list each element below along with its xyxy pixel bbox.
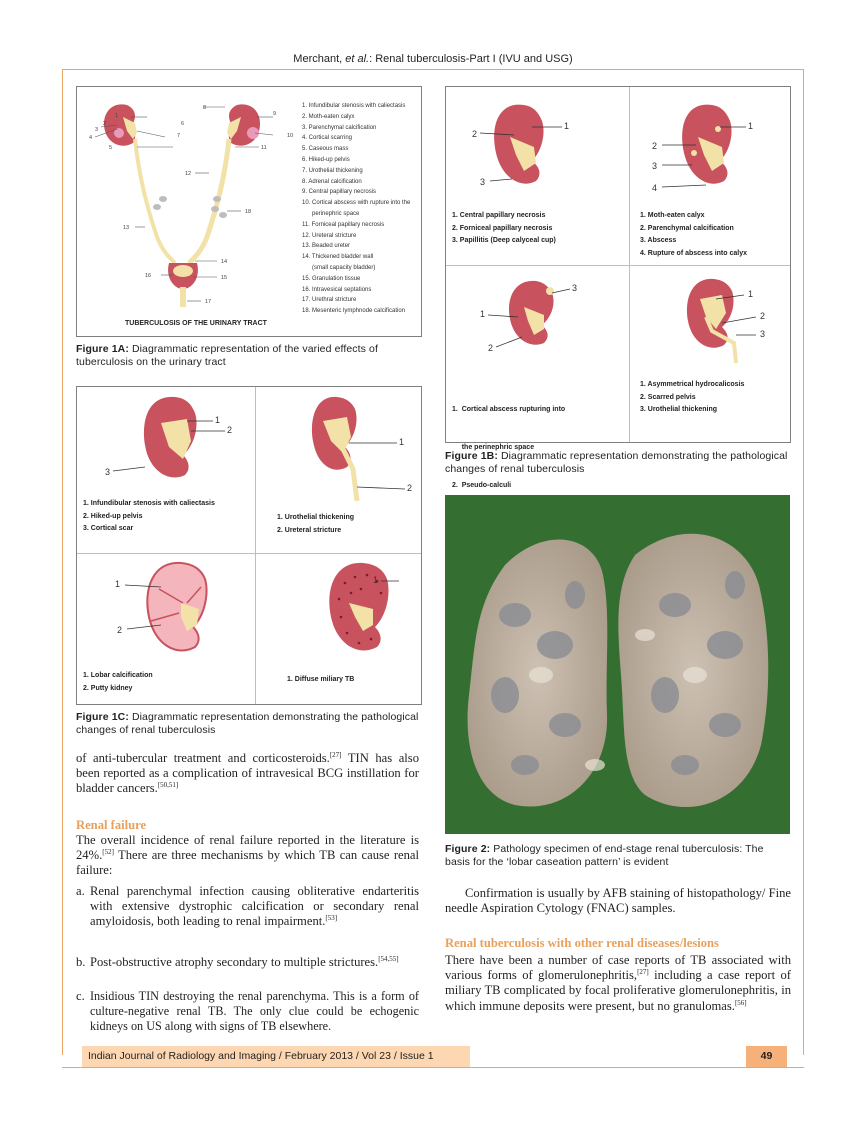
svg-text:2: 2 [117, 625, 123, 635]
right-ureter [189, 139, 229, 263]
legend-item: 1. Infundibular stenosis with caliectasis [302, 103, 406, 109]
legend-item: 8. Adrenal calcification [302, 178, 362, 185]
tract-number: 6 [181, 121, 185, 127]
left-paragraph-1: of anti-tubercular treatment and corticosteroids.[27] TIN has also been reported as a complication of intravesical BCG instillation for bladder cancers.[50,51] [76, 750, 419, 796]
calcified-node [213, 196, 221, 202]
list-item: 2. Ureteral stricture [277, 526, 342, 534]
figure-1b-caption: Figure 1B: Diagrammatic representation demonstrating the pathological changes of renal tuberculosis [445, 450, 788, 475]
grid-vline [255, 387, 256, 704]
figure-1c-caption: Figure 1C: Diagrammatic representation demonstrating the pathological changes of renal tuberculosis [76, 711, 419, 736]
svg-text:3: 3 [105, 467, 111, 477]
left-ureter [135, 139, 175, 263]
tract-number: 9 [273, 111, 277, 117]
calcified-node [159, 196, 167, 202]
running-header: Merchant, et al.: Renal tuberculosis-Part I (IVU and USG) [293, 53, 573, 65]
kidney-moth-eaten [646, 97, 776, 207]
legend-item: 9. Central papillary necrosis [302, 189, 377, 196]
svg-text:1: 1 [373, 575, 379, 585]
list-item: 2. Parenchymal calcification [640, 224, 734, 232]
figure-2-specimen-photo [445, 495, 790, 834]
legend-item: 5. Caseous mass [302, 146, 349, 153]
tract-number: 1 [115, 113, 119, 119]
calcified-node [211, 206, 219, 212]
left-paragraph-2: The overall incidence of renal failure reported in the literature is 24%.[52] There are three mechanisms by which TB can cause renal failure: [76, 833, 419, 878]
kidney-hydrocalicosis [656, 273, 786, 363]
section-heading-renal-failure: Renal failure [76, 818, 147, 832]
urethra [180, 287, 186, 307]
right-paragraph-2: There have been a number of case reports of TB associated with various forms of glomerulonephritis,[27] including a case report of miliary TB complicated by focal proliferative glomerulonephritis, in which immune deposits were present, but no granulomas.[56] [445, 953, 791, 1013]
list-item-b: b. Post-obstructive atrophy secondary to multiple strictures.[54,55] [76, 954, 399, 969]
legend-item: 4. Cortical scarring [302, 135, 353, 142]
kidney-infundibular-stenosis [103, 393, 243, 493]
grid-hline [77, 553, 421, 554]
figure-1a-panel [76, 86, 422, 337]
legend-item: 10. Cortical abscess with rupture into the [302, 200, 411, 207]
legend-item: 18. Mesenteric lymphnode calcification [302, 308, 406, 315]
figure-2-caption: Figure 2: Pathology specimen of end-stage renal tuberculosis: The basis for the ‘lobar caseation pattern’ is evident [445, 843, 764, 868]
svg-text:3: 3 [652, 161, 658, 171]
svg-text:2: 2 [227, 425, 233, 435]
tract-number: 12 [185, 171, 192, 177]
list-item: 1. Central papillary necrosis [452, 212, 546, 219]
svg-text:3: 3 [760, 329, 766, 339]
tract-number: 15 [221, 275, 228, 281]
tract-number: 8 [203, 105, 207, 111]
legend-item: 17. Urethral stricture [302, 297, 357, 304]
svg-text:1: 1 [480, 309, 486, 319]
svg-text:2: 2 [488, 343, 494, 353]
kidney-papillary-necrosis [466, 97, 586, 207]
list-item: 1. Urothelial thickening [277, 514, 355, 521]
list-item: 1. Moth-eaten calyx [640, 212, 705, 219]
list-item: 3. Urothelial thickening [640, 406, 718, 414]
tract-number: 13 [123, 225, 130, 231]
svg-text:1: 1 [748, 121, 754, 131]
list-item: 3. Papillitis (Deep calyceal cup) [452, 237, 556, 245]
frame-top-rule [62, 69, 804, 70]
fig1b-q1-list [452, 210, 627, 248]
fig1b-q4-list [640, 379, 790, 417]
svg-text:3: 3 [572, 283, 578, 293]
fig1b-q2-list [640, 210, 790, 260]
grid-hline [446, 265, 790, 266]
list-item: 1. Diffuse miliary TB [287, 676, 355, 683]
tract-number: 16 [145, 273, 152, 279]
kidney-miliary-tb [289, 559, 419, 669]
list-item: the perinephric space [452, 443, 535, 451]
kidney-lobar-calcification [107, 559, 247, 669]
legend-item: 11. Forniceal papillary necrosis [302, 221, 385, 228]
svg-text:2: 2 [760, 311, 766, 321]
svg-text:2: 2 [407, 483, 413, 493]
kidney-cortical-abscess [466, 273, 606, 363]
legend-item: 16. Intravesical septations [302, 286, 372, 293]
grid-vline [629, 87, 630, 442]
tract-number: 7 [177, 133, 181, 139]
list-item: 4. Rupture of abscess into calyx [640, 249, 747, 257]
tract-number: 17 [205, 299, 212, 305]
list-item: 2. Scarred pelvis [640, 393, 696, 401]
bladder-lumen [173, 265, 193, 277]
list-item: 2. Hiked-up pelvis [83, 512, 143, 520]
tract-number: 4 [89, 135, 93, 141]
page-number: 49 [746, 1046, 787, 1067]
svg-text:1: 1 [215, 415, 221, 425]
list-item-a: a. Renal parenchymal infection causing obliterative endarteritis with extensive dystrophic calcification or secondary renal amyloidosis, both leading to renal impairment.[53] [76, 884, 419, 929]
tract-number: 11 [261, 145, 267, 151]
svg-text:1: 1 [399, 437, 405, 447]
figure-1a-title: TUBERCULOSIS OF THE URINARY TRACT [125, 320, 267, 327]
list-item: 1. Asymmetrical hydrocalicosis [640, 381, 745, 388]
specimen-illustration [445, 495, 790, 834]
right-paragraph-1: Confirmation is usually by AFB staining of histopathology/ Fine needle Aspiration Cytology (FNAC) samples. [445, 886, 791, 916]
fig1c-q4-list [287, 674, 417, 687]
svg-text:4: 4 [652, 183, 658, 193]
tract-number: 10 [287, 133, 294, 139]
fig1c-q1-list [83, 498, 253, 536]
frame-right-rule [803, 69, 804, 1055]
legend-item: 3. Parenchymal calcification [302, 124, 377, 131]
legend-item: 7. Urothelial thickening [302, 167, 363, 174]
tract-number: 2 [103, 121, 107, 127]
tract-number: 14 [221, 259, 228, 265]
list-item: 1. Lobar calcification [83, 672, 153, 679]
legend-item: 12. Ureteral stricture [302, 232, 357, 239]
figure-1c-panel [76, 386, 422, 705]
urinary-tract-diagram [77, 87, 297, 327]
legend-item: perinephric space [302, 210, 360, 217]
figure-1a-caption: Figure 1A: Diagrammatic representation of the varied effects of tuberculosis on the urinary tract [76, 343, 378, 368]
svg-text:1: 1 [564, 121, 570, 131]
svg-text:2: 2 [652, 141, 658, 151]
frame-left-rule [62, 69, 63, 1055]
list-item: 3. Abscess [640, 237, 677, 245]
list-item: 2. Putty kidney [83, 684, 133, 692]
legend-item: 6. Hiked-up pelvis [302, 156, 350, 163]
fig1c-q3-list [83, 670, 253, 695]
legend-item: 15. Granulation tissue [302, 275, 361, 282]
legend-item: 14. Thickened bladder wall [302, 254, 374, 261]
list-item: 2. Forniceal papillary necrosis [452, 224, 553, 232]
legend-item: 2. Moth-eaten calyx [302, 113, 355, 120]
footer-rule [62, 1067, 804, 1068]
tract-number: 18 [245, 209, 252, 215]
legend-item: 13. Beaded ureter [302, 243, 351, 250]
kidney-ureteral-stricture [297, 393, 421, 503]
svg-text:1: 1 [748, 289, 754, 299]
list-item-c: c. Insidious TIN destroying the renal parenchyma. This is a form of culture-negative renal TB. The only clue could be echogenic kidneys on US along with signs of TB elsewhere. [76, 989, 419, 1034]
svg-text:3: 3 [480, 177, 486, 187]
figure-1a-legend [302, 101, 420, 317]
svg-text:1: 1 [115, 579, 121, 589]
list-item: 2. Pseudo-calculi [452, 481, 512, 489]
tract-number: 3 [95, 127, 99, 133]
legend-item: (small capacity bladder) [302, 264, 376, 271]
section-heading-other-lesions: Renal tuberculosis with other renal diseases/lesions [445, 936, 719, 950]
fig1c-q2-list [277, 512, 417, 537]
tract-number: 5 [109, 145, 113, 151]
footer-journal: Indian Journal of Radiology and Imaging / February 2013 / Vol 23 / Issue 1 [82, 1046, 470, 1067]
list-item: 3. Cortical scar [83, 525, 134, 533]
calcified-node [153, 204, 161, 210]
list-item: 1. Cortical abscess rupturing into [452, 406, 566, 414]
calcified-node [219, 212, 227, 218]
list-item: 1. Infundibular stenosis with caliectasis [83, 500, 215, 507]
svg-text:2: 2 [472, 129, 478, 139]
